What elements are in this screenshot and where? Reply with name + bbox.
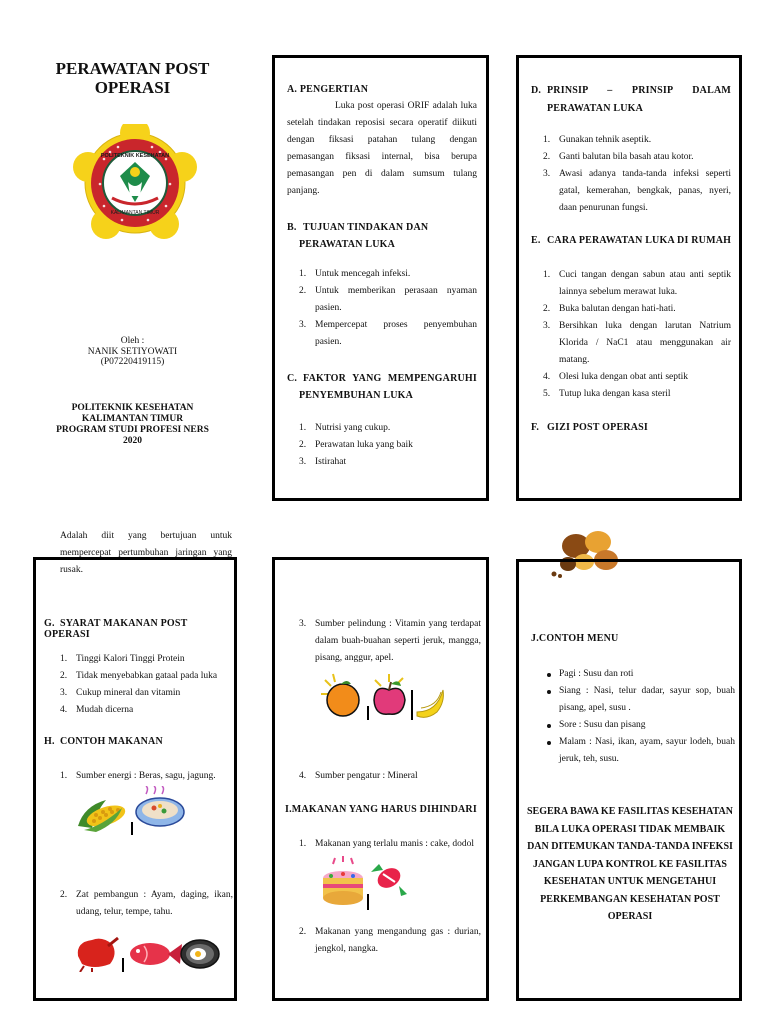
closing-message [521, 803, 739, 926]
cake-icon [323, 856, 363, 905]
heading-contoh-label: H. [44, 736, 55, 747]
syarat-list [48, 651, 233, 719]
institution-line3: PROGRAM STUDI PROFESI NERS [56, 425, 209, 435]
contoh-makanan-list-2 [48, 887, 233, 921]
sweets-illustration [319, 856, 409, 912]
panel-def [516, 55, 742, 501]
heading-cara-perawatan [531, 235, 731, 246]
closing-line: OPERASI [607, 911, 653, 922]
institution-line1: POLITEKNIK KESEHATAN [71, 403, 194, 413]
heading-faktor [287, 370, 477, 404]
menu-list [537, 666, 735, 768]
fruit-illustration [319, 672, 449, 722]
protein-food-illustration [72, 932, 222, 972]
cara-perawatan-list [531, 267, 731, 403]
heading-prinsip-line1: PRINSIP – PRINSIP DALAM [547, 85, 731, 96]
pengertian-paragraph: Luka post operasi ORIF adalah luka setelah tindakan reposisi secara operatif diikuti dengan fiksasi patahan tulang dengan pemasangan fiksasi internal, bisa berupa pemasangan pen di dalam sumsum tulang panjang. [287, 101, 477, 196]
chicken-icon [78, 938, 118, 972]
poltekkes-logo [62, 124, 208, 242]
heading-prinsip [531, 82, 731, 118]
closing-line: PERKEMBANGAN KESEHATAN POST [540, 893, 720, 905]
list-item: Malam : Nasi, ikan, ayam, sayur lodeh, buah jeruk, teh, susu. [537, 734, 735, 768]
egg-pan-icon [181, 940, 219, 968]
prinsip-list [531, 132, 731, 217]
faktor-list [287, 420, 477, 471]
heading-prinsip-label: D. [531, 85, 542, 96]
closing-line: KESEHATAN UNTUK MENGETAHUI [543, 876, 717, 887]
list-item: 2. Ganti balutan bila basah atau kotor. [543, 152, 694, 162]
heading-tujuan [287, 219, 477, 253]
rice-bowl-icon [136, 786, 184, 826]
orange-icon [321, 674, 359, 716]
list-item: Sore : Susu dan pisang [537, 717, 735, 734]
list-item: 4. Sumber pengatur : Mineral [299, 771, 418, 781]
list-item: 1. Cuci tangan dengan sabun atau anti septik lainnya sebelum merawat luka. [543, 270, 731, 297]
heading-gizi [531, 422, 648, 433]
panel-j [516, 559, 742, 1001]
heading-contoh-menu: J.CONTOH MENU [531, 633, 619, 644]
heading-dihindari-text: MAKANAN YANG HARUS DIHINDARI [291, 804, 477, 815]
heading-dihindari-label: I. [285, 804, 292, 815]
list-item: 2. Tidak menyebabkan gataal pada luka [60, 671, 218, 681]
list-item: 3. Sumber pelindung : Vitamin yang terdapat dalam buah-buahan seperti jeruk, mangga, pisang, anggur, apel. [299, 619, 481, 663]
cover-title [30, 59, 235, 97]
list-item: 4. Mudah dicerna [60, 705, 134, 715]
gizi-intro-paragraph: Adalah diit yang bertujuan untuk mempercepat pertumbuhan jaringan yang rusak. [60, 531, 232, 575]
list-item: 4. Olesi luka dengan obat anti septik [543, 372, 689, 382]
list-item: 1. Tinggi Kalori Tinggi Protein [60, 654, 185, 664]
list-item: 3. Mempercepat proses penyembuhan pasien. [299, 320, 477, 347]
energy-food-illustration [76, 786, 186, 836]
heading-faktor-label: C. [287, 373, 298, 384]
heading-faktor-line1: FAKTOR YANG MEMPENGARUHI [303, 373, 477, 384]
contoh-makanan-list-4 [287, 768, 481, 785]
list-item: Siang : Nasi, telur dadar, sayur sop, buah pisang, apel, susu . [537, 683, 735, 717]
heading-gizi-label: F. [531, 422, 540, 433]
panel-i [272, 557, 489, 1001]
list-item: 5. Tutup luka dengan kasa steril [543, 389, 671, 399]
heading-contoh-text: CONTOH MAKANAN [60, 736, 163, 747]
heading-syarat [44, 618, 234, 640]
student-id: (P07220419115) [100, 357, 165, 367]
list-item: 3. Bersihkan luka dengan larutan Natrium Klorida / NaC1 atau menggunakan air matang. [543, 321, 731, 365]
list-item: 1. Nutrisi yang cukup. [299, 423, 391, 433]
list-item: 2. Perawatan luka yang baik [299, 440, 413, 450]
author-name: NANIK SETIYOWATI [87, 346, 178, 357]
heading-tujuan-line1: TUJUAN TINDAKAN DAN [303, 222, 429, 233]
apple-icon [374, 674, 405, 714]
list-item: 1. Untuk mencegah infeksi. [299, 269, 411, 279]
heading-tujuan-label: B. [287, 222, 297, 233]
heading-pengertian: A. PENGERTIAN [287, 84, 369, 95]
dihindari-list-2 [287, 924, 481, 958]
candy-icon [371, 864, 407, 896]
list-item: 3. Istirahat [299, 457, 347, 467]
logo-text-top: POLITEKNIK KESEHATAN [100, 153, 170, 159]
list-item: 3. Cukup mineral dan vitamin [60, 688, 181, 698]
list-item: 1. Makanan yang terlalu manis : cake, dodol [299, 839, 475, 849]
heading-gizi-text: GIZI POST OPERASI [547, 422, 649, 433]
closing-line: JANGAN LUPA KONTROL KE FASILITAS [533, 858, 727, 870]
heading-prinsip-line2: PERAWATAN LUKA [547, 103, 644, 114]
closing-line: BILA LUKA OPERASI TIDAK MEMBAIK [534, 823, 726, 835]
institution-line2: KALIMANTAN TIMUR [81, 414, 184, 424]
tujuan-list [287, 266, 477, 351]
heading-tujuan-line2: PERAWATAN LUKA [299, 239, 396, 250]
panel-abc [272, 55, 489, 501]
institution-year: 2020 [123, 436, 142, 446]
institution-block [30, 403, 235, 447]
heading-faktor-line2: PENYEMBUHAN LUKA [299, 390, 414, 401]
heading-syarat-text: SYARAT MAKANAN POST OPERASI [44, 618, 188, 640]
cover-panel [30, 55, 235, 475]
contoh-makanan-list-1 [48, 768, 233, 785]
cover-title-line1: PERAWATAN POST [55, 59, 210, 78]
heading-contoh-makanan [44, 736, 163, 747]
list-item: 2. Makanan yang mengandung gas : durian, jengkol, nangka. [299, 927, 481, 954]
list-item: 2. Buka balutan dengan hati-hati. [543, 304, 676, 314]
panel-gh [33, 557, 237, 1001]
list-item: Pagi : Susu dan roti [537, 666, 735, 683]
fish-icon [130, 943, 182, 965]
list-item: 1. Gunakan tehnik aseptik. [543, 135, 652, 145]
heading-cara-label: E. [531, 235, 541, 246]
closing-line: DAN DITEMUKAN TANDA-TANDA INFEKSI [527, 841, 733, 852]
contoh-makanan-list-3 [287, 616, 481, 667]
heading-cara-text: CARA PERAWATAN LUKA DI RUMAH [547, 235, 732, 246]
heading-syarat-label: G. [44, 618, 55, 629]
banana-icon [417, 690, 443, 717]
heading-dihindari [285, 804, 477, 815]
list-item: 1. Sumber energi : Beras, sagu, jagung. [60, 771, 216, 781]
list-item: 3. Awasi adanya tanda-tanda infeksi seperti gatal, kemerahan, bengkak, panas, nyeri, daan penurunan fungsi. [543, 169, 731, 213]
cover-title-line2: OPERASI [94, 78, 171, 97]
corn-icon [78, 800, 128, 832]
logo-text-bottom: KALIMANTAN TIMUR [110, 210, 160, 216]
dihindari-list-1 [287, 836, 481, 853]
list-item: 2. Untuk memberikan perasaan nyaman pasien. [299, 286, 477, 313]
list-item: 2. Zat pembangun : Ayam, daging, ikan, udang, telur, tempe, tahu. [60, 890, 233, 917]
by-label: Oleh : [120, 336, 145, 346]
closing-line: SEGERA BAWA KE FASILITAS KESEHATAN [527, 806, 733, 817]
cover-author-block [30, 336, 235, 368]
